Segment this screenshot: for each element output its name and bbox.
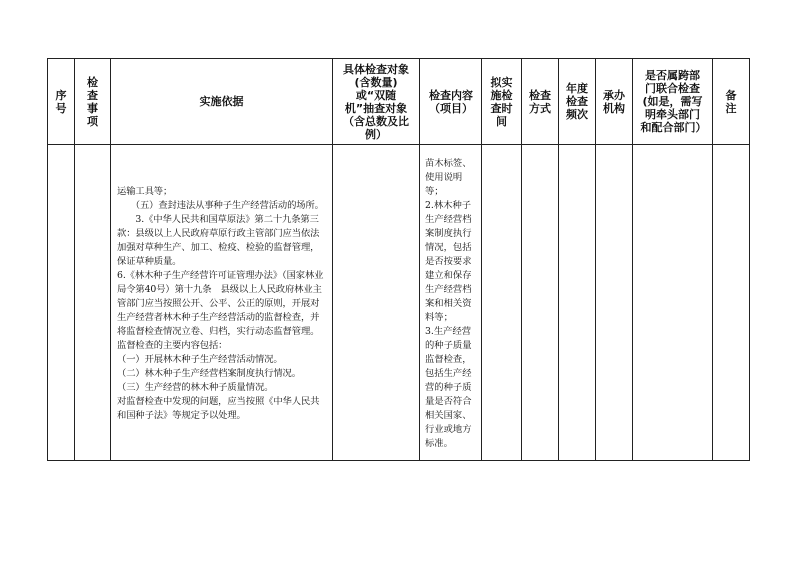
header-row <box>48 59 750 145</box>
header-seq: 序号 <box>48 59 75 145</box>
cell-time <box>482 145 522 461</box>
header-joint: 是否属跨部门联合检查(如是，需写明牵头部门和配合部门） <box>633 59 713 145</box>
header-freq: 年度检查频次 <box>559 59 596 145</box>
cell-seq <box>48 145 75 461</box>
content-text: 苗木标签、使用说明等； 2.林木种子生产经营档案制度执行情况，包括是否按要求建立和保存生产经营档案和相关资料等； 3.生产经营的种子质量监督检查，包括生产经营的种子质量是否符合相关国家、行业或地方标准。 <box>425 158 472 449</box>
header-method: 检查方式 <box>522 59 559 145</box>
header-time: 拟实施检查时间 <box>482 59 522 145</box>
cell-joint <box>633 145 713 461</box>
cell-basis <box>111 145 333 461</box>
header-object: 具体检查对象(含数量)或“双随机”抽查对象（含总数及比例） <box>333 59 420 145</box>
header-content: 检查内容（项目） <box>420 59 482 145</box>
basis-text: 运输工具等； （五）查封违法从事种子生产经营活动的场所。 3.《中华人民共和国草原法》第二十九条第三款：县级以上人民政府草原行政主管部门应当依法加强对草种生产、加工、检疫、检验的监督管理，保证草种质量。 6.《林木种子生产经营许可证管理办法》（国家林业局令第40号）第十九条 县级以上人民政府林业主管部门应当按照公开、公平、公正的原则，开展对生产经营者林木种子生产经营活动的监督检查，并将监督检查情况立卷、归档，实行动态监督管理。监督检查的主要内容包括： （一）开展林木种子生产经营活动情况。 （二）林木种子生产经营档案制度执行情况。 （三）生产经营的林木种子质量情况。 对监督检查中发现的问题，应当按照《中华人民共和国种子法》等规定予以处理。 <box>117 186 324 421</box>
cell-freq <box>559 145 596 461</box>
cell-object <box>333 145 420 461</box>
inspection-table <box>47 58 750 461</box>
table-row <box>48 145 750 461</box>
cell-item <box>75 145 111 461</box>
cell-method <box>522 145 559 461</box>
header-note: 备注 <box>713 59 750 145</box>
header-basis: 实施依据 <box>111 59 333 145</box>
cell-org <box>596 145 633 461</box>
cell-note <box>713 145 750 461</box>
cell-content <box>420 145 482 461</box>
header-org: 承办机构 <box>596 59 633 145</box>
header-item: 检查事项 <box>75 59 111 145</box>
